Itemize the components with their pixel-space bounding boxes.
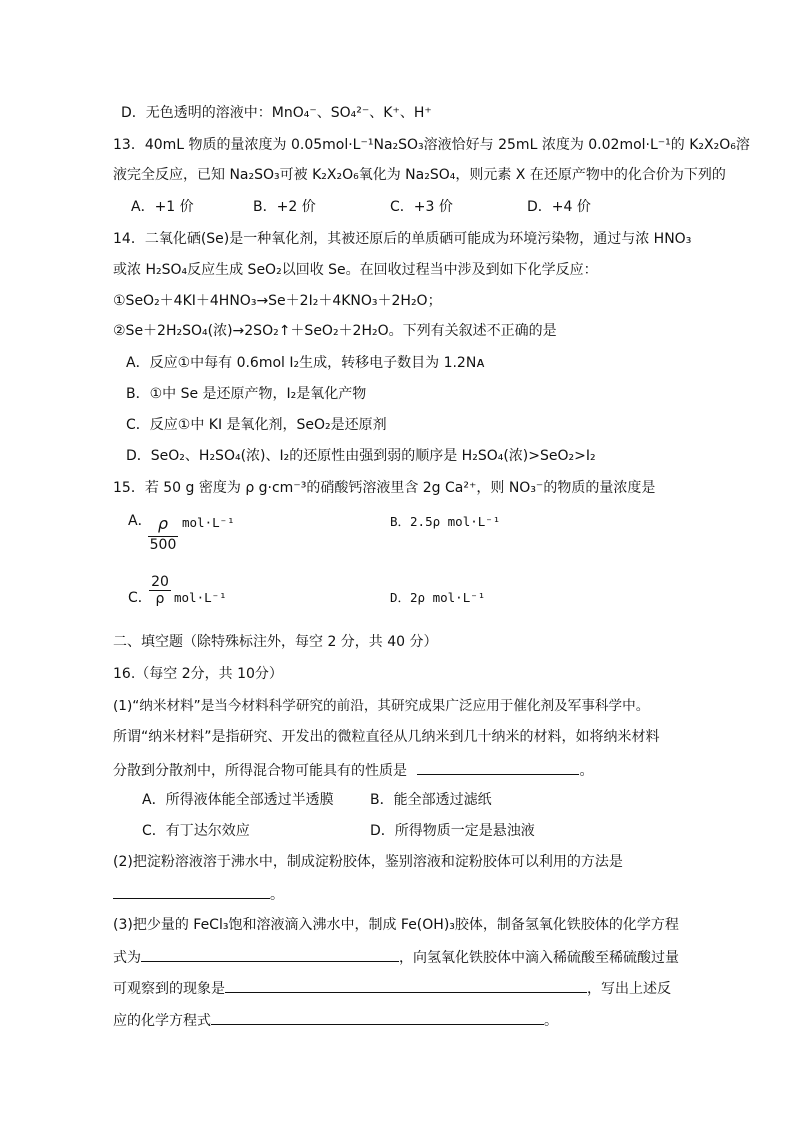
q16-part3-line3-suffix: ，写出上述反: [587, 981, 671, 997]
q16-part3-line4: [113, 1010, 558, 1030]
q16-header: 16.（每空 2分，共 10分）: [113, 666, 283, 682]
q15-option-a-unit: mol·L⁻¹: [182, 515, 235, 530]
q14-option-c: C．反应①中 KI 是氧化剂，SeO₂是还原剂: [126, 417, 387, 433]
q16-part1-answer-blank[interactable]: [417, 760, 579, 775]
q13-option-c: C．+3 价: [390, 199, 453, 215]
q16-option-a: A．所得液体能全部透过半透膜: [142, 792, 334, 808]
q15-stem: 15．若 50 g 密度为 ρ g·cm⁻³的硝酸钙溶液里含 2g Ca²⁺，则 NO₃⁻的物质的量浓度是: [113, 480, 656, 496]
q13-option-d: D．+4 价: [527, 199, 591, 215]
q15-option-c-label: C．: [128, 590, 152, 606]
q16-part1-end: 。: [579, 763, 594, 779]
q15-option-c-unit: mol·L⁻¹: [174, 590, 227, 605]
fraction-denominator: 500: [149, 537, 177, 553]
q16-option-b: B．能全部透过滤纸: [370, 792, 492, 808]
q14-stem-line1: 14．二氧化硒(Se)是一种氧化剂，其被还原后的单质硒可能成为环境污染物，通过与浓 HNO₃: [113, 231, 692, 247]
q16-part2-line2: [113, 884, 284, 904]
q16-part3-line1: (3)把少量的 FeCl₃饱和溶液滴入沸水中，制成 Fe(OH)₃胶体，制备氢氧化铁胶体的化学方程: [113, 917, 679, 933]
q13-stem-line1: 13．40mL 物质的量浓度为 0.05mol·L⁻¹Na₂SO₃溶液恰好与 25mL 浓度为 0.02mol·L⁻¹的 K₂X₂O₆溶: [113, 137, 750, 153]
q16-part2-end: 。: [270, 887, 284, 903]
fraction-numerator: 20: [151, 574, 169, 590]
q13-option-b: B．+2 价: [253, 199, 316, 215]
q14-equation-1: ①SeO₂＋4KI＋4HNO₃→Se＋2I₂＋4KNO₃＋2H₂O；: [113, 293, 442, 309]
q14-equation-2: ②Se＋2H₂SO₄(浓)→2SO₂↑＋SeO₂＋2H₂O。下列有关叙述不正确的是: [113, 323, 557, 339]
q16-part3-line3-prefix: 可观察到的现象是: [113, 981, 225, 997]
q16-part3-line3: [113, 978, 671, 998]
q13-option-a: A．+1 价: [131, 199, 194, 215]
q16-part3-equation-blank[interactable]: [141, 947, 399, 962]
q16-part3-reaction-blank[interactable]: [211, 1010, 544, 1025]
q14-option-a: A．反应①中每有 0.6mol I₂生成，转移电子数目为 1.2Nᴀ: [126, 355, 485, 371]
q16-part3-line2: [113, 947, 679, 967]
q16-part2-answer-blank[interactable]: [113, 884, 270, 899]
q16-option-c: C．有丁达尔效应: [142, 823, 250, 839]
q15-option-c-fraction: [149, 574, 171, 607]
q15-option-a-label: A．: [128, 513, 152, 529]
fraction-numerator: ρ: [157, 514, 169, 533]
q16-part1-line1: (1)“纳米材料”是当今材料科学研究的前沿，其研究成果广泛应用于催化剂及军事科学中。: [113, 698, 650, 714]
q16-part2-line1: (2)把淀粉溶液溶于沸水中，制成淀粉胶体，鉴别溶液和淀粉胶体可以利用的方法是: [113, 854, 623, 870]
q14-option-d: D．SeO₂、H₂SO₄(浓)、I₂的还原性由强到弱的顺序是 H₂SO₄(浓)>SeO₂>I₂: [126, 448, 596, 464]
section-2-title: 二、填空题（除特殊标注外，每空 2 分，共 40 分）: [113, 634, 438, 650]
q16-part3-end: 。: [544, 1013, 558, 1029]
q16-part3-line2-suffix: ，向氢氧化铁胶体中滴入稀硫酸至稀硫酸过量: [399, 950, 679, 966]
q15-option-b: B．2.5ρ mol·L⁻¹: [390, 514, 501, 529]
q16-part1-line2: 所谓“纳米材料”是指研究、开发出的微粒直径从几纳米到几十纳米的材料，如将纳米材料: [113, 729, 660, 745]
q12-option-d: D．无色透明的溶液中：MnO₄⁻、SO₄²⁻、K⁺、H⁺: [121, 105, 432, 121]
q15-option-d: D．2ρ mol·L⁻¹: [390, 590, 486, 605]
q16-part1-line3-text: 分散到分散剂中，所得混合物可能具有的性质是: [113, 763, 407, 779]
q14-option-b: B．①中 Se 是还原产物，I₂是氧化产物: [126, 386, 367, 402]
q16-part3-line2-prefix: 式为: [113, 950, 141, 966]
q13-stem-line2: 液完全反应，已知 Na₂SO₃可被 K₂X₂O₆氧化为 Na₂SO₄，则元素 X 在还原产物中的化合价为下列的: [113, 167, 726, 183]
q16-part3-phenomenon-blank[interactable]: [225, 978, 587, 993]
q15-option-a-fraction: [148, 514, 178, 553]
q16-part3-line4-prefix: 应的化学方程式: [113, 1013, 211, 1029]
q16-part1-line3: [113, 760, 593, 780]
q16-option-d: D．所得物质一定是悬浊液: [370, 823, 535, 839]
q14-stem-line2: 或浓 H₂SO₄反应生成 SeO₂以回收 Se。在回收过程当中涉及到如下化学反应：: [113, 262, 598, 278]
fraction-denominator: ρ: [155, 591, 165, 607]
